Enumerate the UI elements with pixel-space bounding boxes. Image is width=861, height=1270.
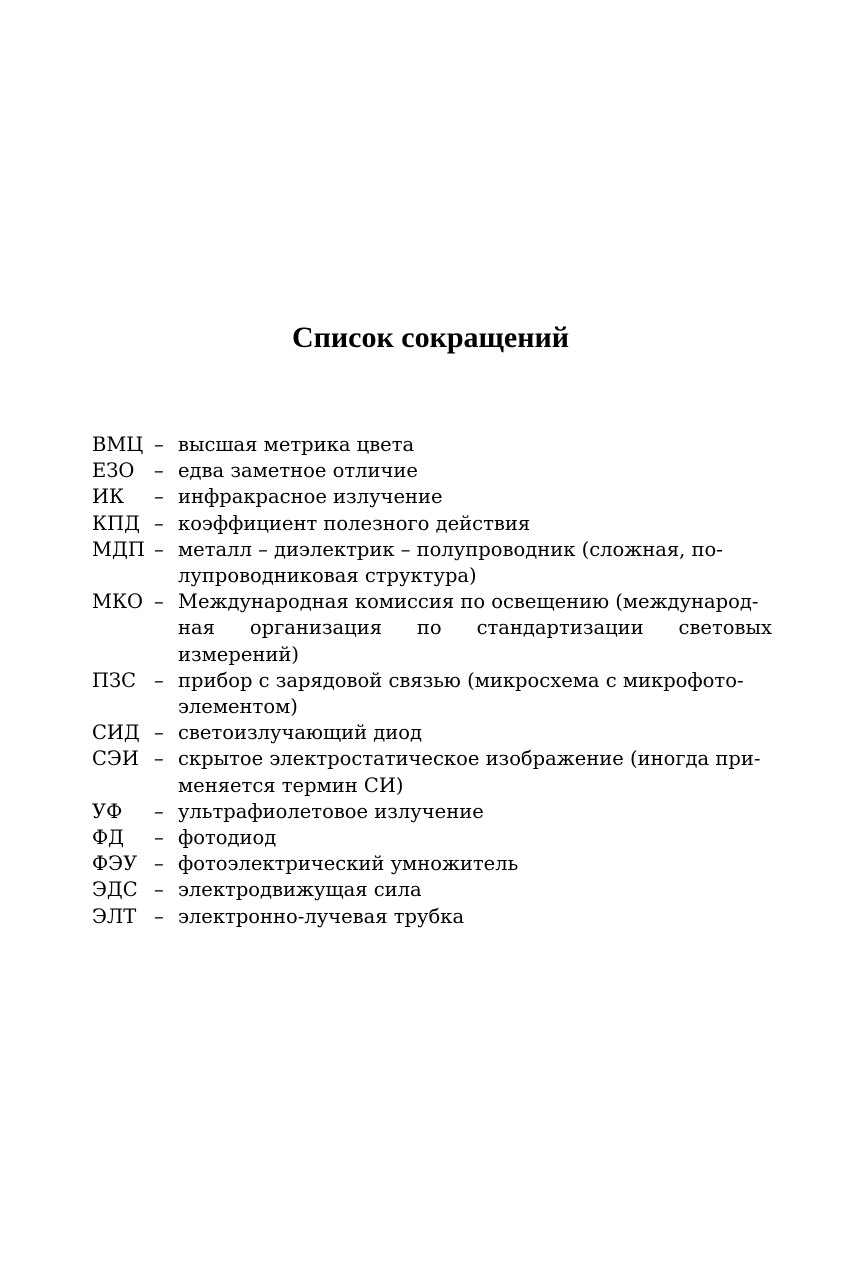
list-item	[92, 851, 772, 877]
list-item	[92, 668, 772, 720]
definition: инфракрасное излучение	[178, 485, 443, 509]
page-title: Список сокращений	[291, 321, 570, 354]
abbreviation: МКО	[92, 590, 144, 614]
abbreviation: СИД	[92, 721, 140, 745]
list-item	[92, 589, 772, 668]
dash-separator: –	[154, 485, 164, 509]
definition: электронно-лучевая трубка	[178, 904, 465, 928]
list-item	[92, 511, 772, 537]
abbreviation-list	[92, 432, 772, 930]
definition: скрытое электростатическое изображение (иногда при- меняется термин СИ)	[178, 747, 761, 797]
abbreviation: СЭИ	[92, 747, 139, 771]
abbreviation: ПЗС	[92, 668, 137, 692]
dash-separator: –	[154, 511, 164, 535]
abbreviation: МДП	[92, 537, 145, 561]
list-item	[92, 484, 772, 510]
dash-separator: –	[154, 590, 164, 614]
abbreviation: ЭДС	[92, 878, 138, 902]
abbreviation: УФ	[92, 799, 123, 823]
abbreviation: ИК	[92, 485, 125, 509]
list-item	[92, 877, 772, 903]
dash-separator: –	[154, 878, 164, 902]
dash-separator: –	[154, 904, 164, 928]
list-item	[92, 458, 772, 484]
abbreviation: КПД	[92, 511, 140, 535]
list-item	[92, 432, 772, 458]
list-item	[92, 825, 772, 851]
dash-separator: –	[154, 799, 164, 823]
dash-separator: –	[154, 537, 164, 561]
definition: электродвижущая сила	[178, 878, 422, 902]
dash-separator: –	[154, 852, 164, 876]
list-item	[92, 746, 772, 798]
dash-separator: –	[154, 826, 164, 850]
dash-separator: –	[154, 668, 164, 692]
dash-separator: –	[154, 747, 164, 771]
definition: высшая метрика цвета	[178, 433, 415, 456]
definition: прибор с зарядовой связью (микросхема с микрофото- элементом)	[178, 668, 744, 719]
definition: ультрафиолетовое излучение	[178, 799, 484, 823]
definition: едва заметное отличие	[178, 459, 418, 483]
abbreviation: ЕЗО	[92, 459, 135, 483]
definition: Международная комиссия по освещению (международ- ная организация по стандартизации световых измерений)	[178, 590, 772, 666]
definition: светоизлучающий диод	[178, 721, 423, 745]
definition: металл – диэлектрик – полупроводник (сложная, по- лупроводниковая структура)	[178, 537, 723, 588]
dash-separator: –	[154, 459, 164, 483]
abbreviation: ЭЛТ	[92, 904, 137, 928]
definition: фотоэлектрический умножитель	[178, 852, 519, 876]
list-item	[92, 904, 772, 930]
dash-separator: –	[154, 721, 164, 745]
dash-separator: –	[154, 433, 164, 456]
abbreviation: ФД	[92, 826, 125, 850]
definition: коэффициент полезного действия	[178, 511, 531, 535]
abbreviation: ФЭУ	[92, 852, 138, 876]
list-item	[92, 537, 772, 589]
definition: фотодиод	[178, 826, 277, 850]
list-item	[92, 799, 772, 825]
list-item	[92, 720, 772, 746]
abbreviation: ВМЦ	[92, 433, 144, 456]
